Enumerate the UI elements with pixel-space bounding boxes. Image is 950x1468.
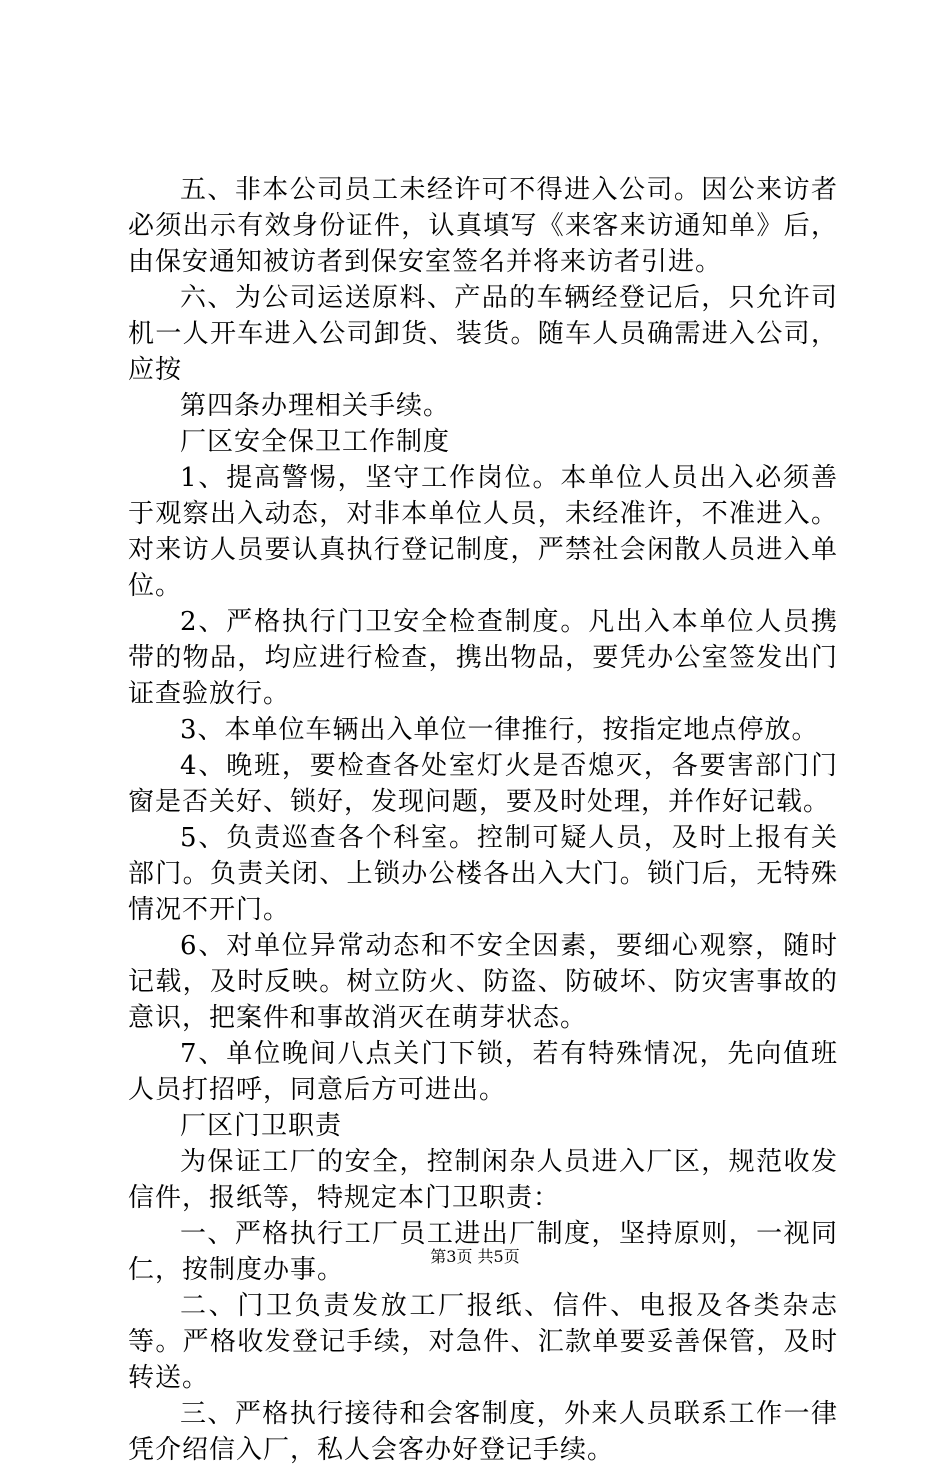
paragraph: 7、单位晚间八点关门下锁，若有特殊情况，先向值班人员打招呼，同意后方可进出。 <box>128 1039 838 1105</box>
section-heading: 厂区安全保卫工作制度 <box>180 427 451 457</box>
paragraph: 6、对单位异常动态和不安全因素，要细心观察，随时记载，及时反映。树立防火、防盗、防破坏、防灾害事故的意识，把案件和事故消灭在萌芽状态。 <box>128 931 838 1033</box>
paragraph: 六、为公司运送原料、产品的车辆经登记后，只允许司机一人开车进入公司卸货、装货。随车人员确需进入公司，应按 <box>128 283 838 385</box>
paragraph: 为保证工厂的安全，控制闲杂人员进入厂区，规范收发信件，报纸等，特规定本门卫职责： <box>128 1147 838 1213</box>
paragraph: 五、非本公司员工未经许可不得进入公司。因公来访者必须出示有效身份证件，认真填写《来客来访通知单》后，由保安通知被访者到保安室签名并将来访者引进。 <box>128 175 838 277</box>
paragraph: 一、严格执行工厂员工进出厂制度，坚持原则，一视同仁，按制度办事。 <box>128 1219 838 1285</box>
paragraph: 1、提高警惕，坚守工作岗位。本单位人员出入必须善于观察出入动态，对非本单位人员，未经准许，不准进入。对来访人员要认真执行登记制度，严禁社会闲散人员进入单位。 <box>128 463 838 601</box>
paragraph: 三、严格执行接待和会客制度，外来人员联系工作一律凭介绍信入厂，私人会客办好登记手续。 <box>128 1399 838 1465</box>
document-body <box>128 172 838 1468</box>
page-number-footer: 第3页 共5页 <box>430 1247 520 1266</box>
section-heading: 厂区门卫职责 <box>180 1111 343 1141</box>
paragraph: 4、晚班，要检查各处室灯火是否熄灭，各要害部门门窗是否关好、锁好，发现问题，要及时处理，并作好记载。 <box>128 751 838 817</box>
paragraph: 5、负责巡查各个科室。控制可疑人员，及时上报有关部门。负责关闭、上锁办公楼各出入大门。锁门后，无特殊情况不开门。 <box>128 823 838 925</box>
paragraph: 2、严格执行门卫安全检查制度。凡出入本单位人员携带的物品，均应进行检查，携出物品，要凭办公室签发出门证查验放行。 <box>128 607 838 709</box>
paragraph: 第四条办理相关手续。 <box>180 391 451 421</box>
paragraph: 3、本单位车辆出入单位一律推行，按指定地点停放。 <box>180 715 819 745</box>
paragraph: 二、门卫负责发放工厂报纸、信件、电报及各类杂志等。严格收发登记手续，对急件、汇款单要妥善保管，及时转送。 <box>128 1291 838 1393</box>
